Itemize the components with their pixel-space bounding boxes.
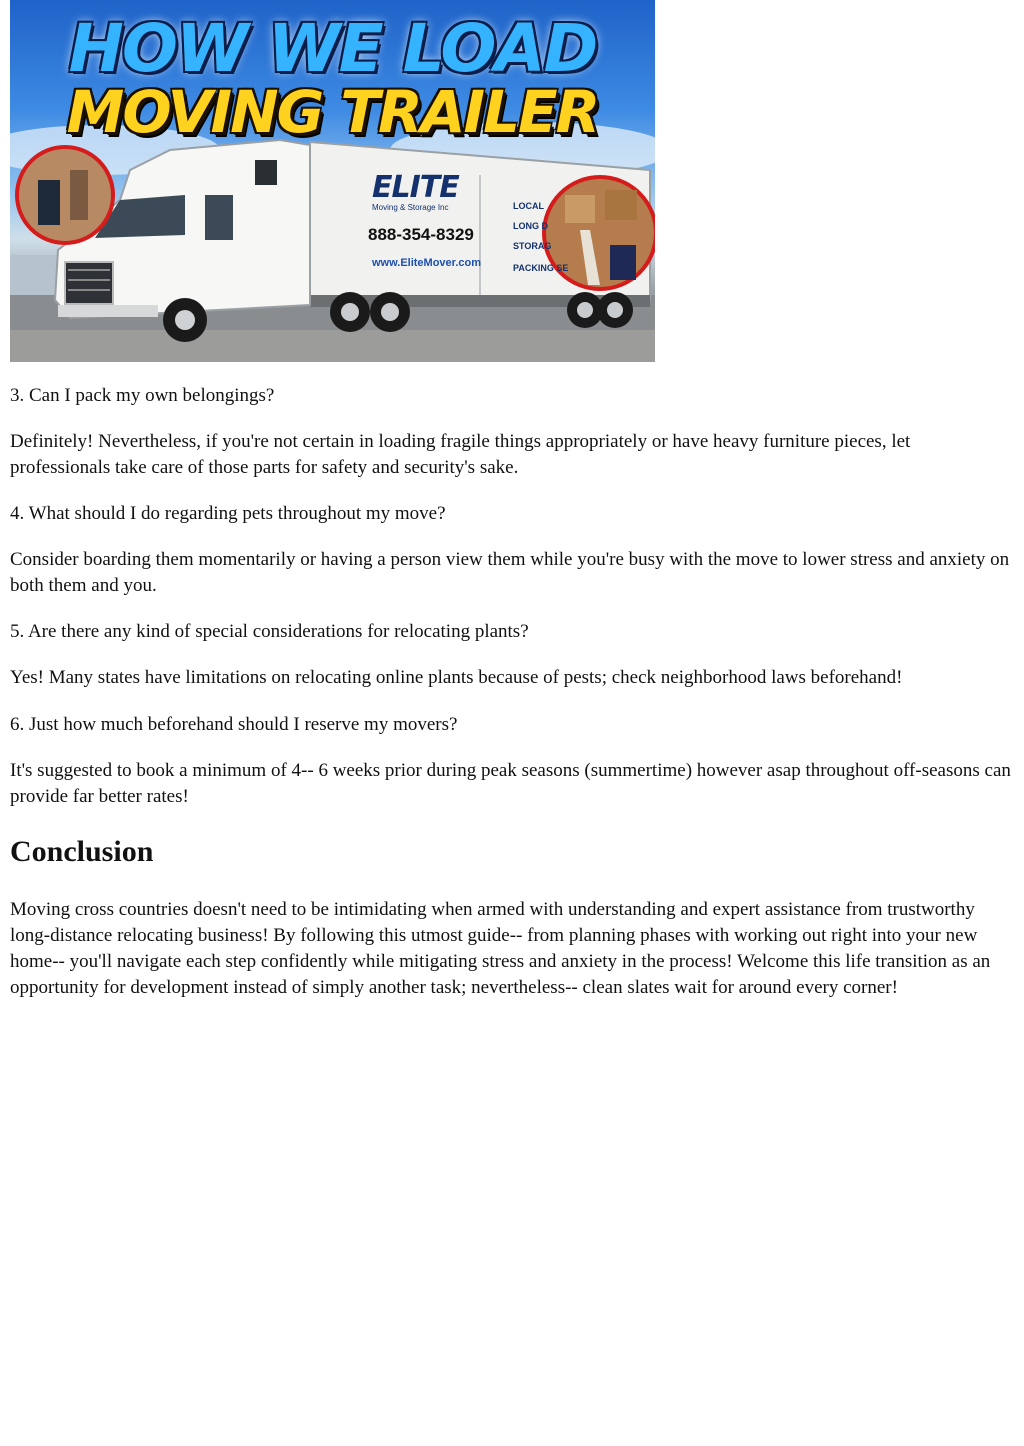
hero-title-line-2: MOVING TRAILER — [66, 78, 599, 146]
trailer-url: www.EliteMover.com — [372, 257, 482, 269]
conclusion-paragraph: Moving cross countries doesn't need to be intimidating when armed with understanding and expert assistance from trustworthy long-distance relocating business! By following this utmost guide-- from planning phases with working out right into your new home-- you'll navigate each step confidently while mitigating stress and anxiety in the process! Welcome this life transition as an opportunity for development instead of simply another task; nevertheless-- clean slates wait for around every corner! — [10, 899, 991, 998]
faq-question-6: 6. Just how much beforehand should I reserve my movers? — [10, 714, 458, 735]
faq-answer-3: Definitely! Nevertheless, if you're not certain in loading fragile things appropriately or have heavy furniture pieces, let professionals take care of those parts for safety and security's sake. — [10, 431, 911, 478]
section-heading-conclusion: Conclusion — [10, 835, 154, 868]
trailer-subtitle: Moving & Storage Inc — [372, 203, 449, 212]
faq-question-5: 5. Are there any kind of special considerations for relocating plants? — [10, 621, 529, 642]
hero-banner-image — [10, 0, 655, 362]
faq-answer-6: It's suggested to book a minimum of 4-- 6 weeks prior during peak seasons (summertime) however asap throughout off-seasons can provide far better rates! — [10, 760, 1011, 807]
hero-title-line-1: HOW WE LOAD — [68, 10, 597, 87]
faq-answer-4: Consider boarding them momentarily or having a person view them while you're busy with the move to lower stress and anxiety on both them and you. — [10, 549, 1010, 596]
faq-question-3: 3. Can I pack my own belongings? — [10, 385, 275, 406]
trailer-brand-logo: ELITE — [372, 170, 459, 205]
trailer-side-text: PACKING SE — [513, 263, 569, 273]
faq-answer-5: Yes! Many states have limitations on relocating online plants because of pests; check neighborhood laws beforehand! — [10, 667, 903, 688]
trailer-side-text: LOCAL — [513, 201, 544, 211]
trailer-side-text: STORAG — [513, 241, 552, 251]
faq-question-4: 4. What should I do regarding pets throughout my move? — [10, 503, 446, 524]
trailer-phone: 888-354-8329 — [368, 225, 474, 244]
trailer-side-text: LONG D — [513, 221, 548, 231]
article-page — [10, 0, 1014, 998]
